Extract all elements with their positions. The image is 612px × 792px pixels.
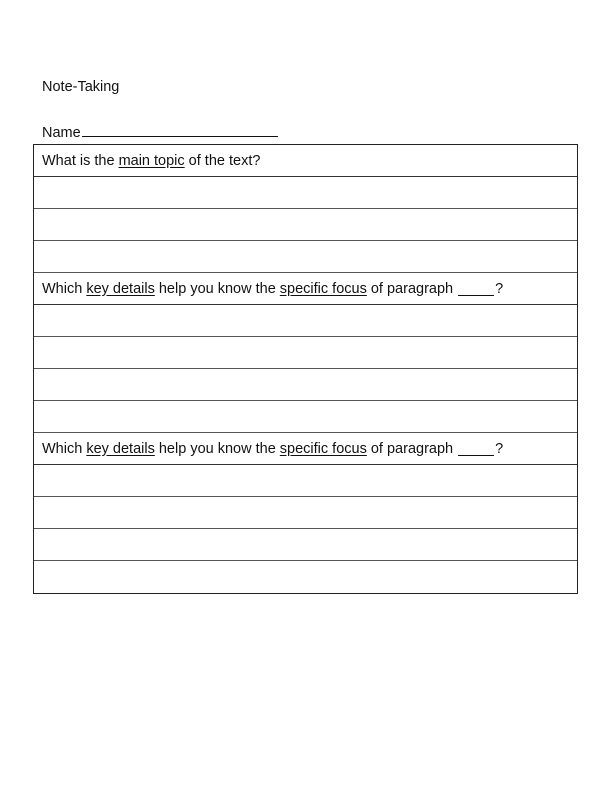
answer-line[interactable]: [34, 209, 577, 241]
question-text: of the text?: [184, 152, 261, 169]
answer-line[interactable]: [34, 241, 577, 273]
answer-line[interactable]: [34, 529, 577, 561]
question-text: help you know the: [154, 280, 280, 297]
name-field[interactable]: [42, 122, 278, 142]
question-main-topic: [34, 145, 577, 177]
paragraph-number-blank[interactable]: [458, 282, 494, 296]
name-label: Name: [42, 125, 81, 141]
question-text: help you know the: [154, 440, 280, 457]
question-key-details-1: [34, 273, 577, 305]
worksheet-title: Note-Taking: [42, 79, 120, 95]
question-keyword: specific focus: [279, 440, 367, 457]
question-text: ?: [495, 280, 504, 297]
question-keyword: main topic: [118, 152, 185, 169]
answer-line[interactable]: [34, 497, 577, 529]
answer-line[interactable]: [34, 465, 577, 497]
question-text: Which: [42, 280, 87, 297]
answer-line[interactable]: [34, 369, 577, 401]
answer-line[interactable]: [34, 337, 577, 369]
name-blank-line[interactable]: [82, 122, 278, 137]
question-text: What is the: [42, 152, 119, 169]
paragraph-number-blank[interactable]: [458, 442, 494, 456]
question-keyword: key details: [86, 280, 155, 297]
question-text: of paragraph: [366, 440, 458, 457]
notes-table: [33, 144, 578, 594]
question-key-details-2: [34, 433, 577, 465]
question-keyword: specific focus: [279, 280, 367, 297]
answer-line[interactable]: [34, 401, 577, 433]
answer-line[interactable]: [34, 305, 577, 337]
answer-line[interactable]: [34, 177, 577, 209]
question-keyword: key details: [86, 440, 155, 457]
answer-line[interactable]: [34, 561, 577, 593]
question-text: ?: [495, 440, 504, 457]
question-text: of paragraph: [366, 280, 458, 297]
question-text: Which: [42, 440, 87, 457]
